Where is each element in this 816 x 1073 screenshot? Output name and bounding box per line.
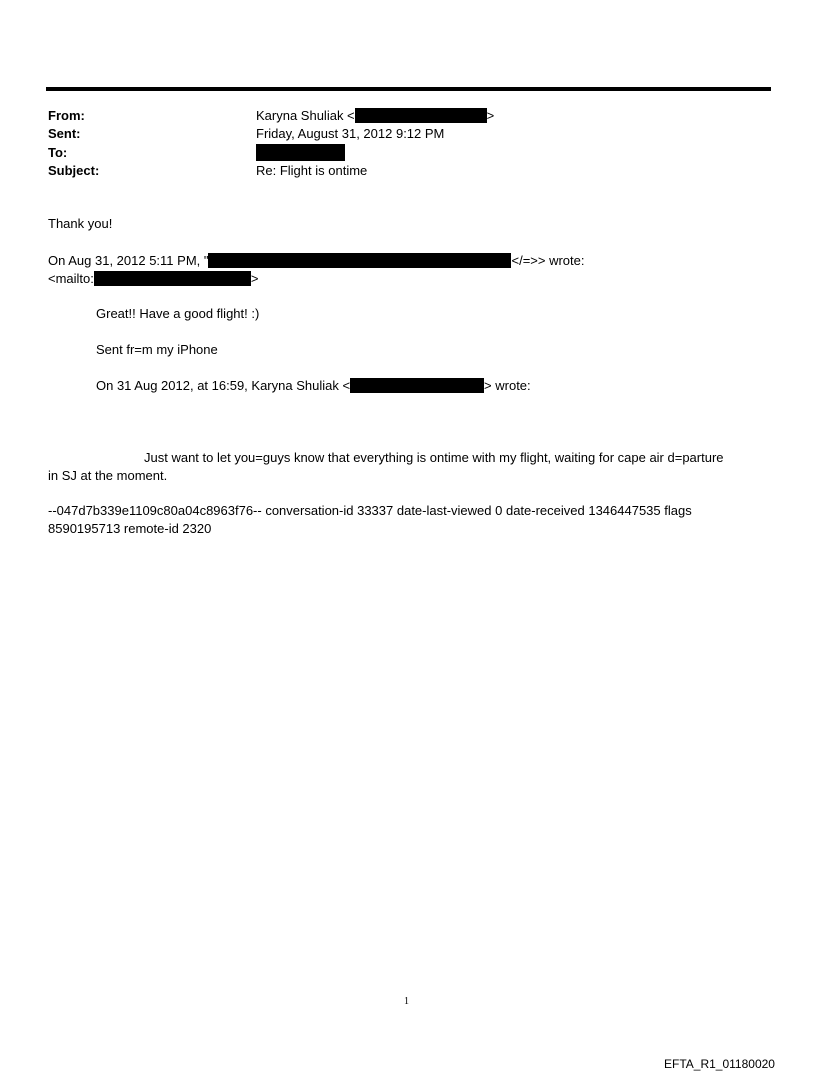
quote-intro-end: </=>> wrote: bbox=[511, 253, 585, 268]
from-close: > bbox=[486, 108, 495, 123]
sent-value: Friday, August 31, 2012 9:12 PM bbox=[256, 126, 445, 141]
sent-label: Sent: bbox=[48, 126, 81, 141]
reply-quote-end: > wrote: bbox=[484, 378, 531, 393]
message-line-2: in SJ at the moment. bbox=[48, 468, 168, 483]
message-line-1: Just want to let you=guys know that everything is ontime with my flight, waiting for cape air d=parture bbox=[144, 450, 724, 465]
metadata-line-2: 8590195713 remote-id 2320 bbox=[48, 521, 212, 536]
redaction-block bbox=[355, 108, 487, 123]
reply-great-line: Great!! Have a good flight! :) bbox=[96, 306, 260, 321]
header-rule bbox=[46, 87, 771, 91]
to-label: To: bbox=[48, 145, 68, 160]
mailto-line bbox=[48, 271, 258, 287]
reply-sent-from-line: Sent fr=m my iPhone bbox=[96, 342, 218, 357]
quote-intro-line bbox=[48, 253, 584, 269]
message-paragraph bbox=[48, 449, 768, 485]
mailto-start: <mailto: bbox=[48, 271, 94, 286]
from-value bbox=[256, 108, 494, 124]
page-number: 1 bbox=[404, 996, 409, 1007]
metadata-line-1: --047d7b339e1109c80a04c8963f76-- conversation-id 33337 date-last-viewed 0 date-received 1346447535 flags bbox=[48, 503, 692, 518]
redaction-block bbox=[350, 378, 484, 393]
quote-intro-start: On Aug 31, 2012 5:11 PM, " bbox=[48, 253, 209, 268]
subject-value: Re: Flight is ontime bbox=[256, 163, 368, 178]
metadata-paragraph bbox=[48, 502, 768, 538]
redaction-block bbox=[94, 271, 251, 286]
from-label: From: bbox=[48, 108, 85, 123]
thank-you-line: Thank you! bbox=[48, 216, 113, 231]
mailto-end: > bbox=[250, 271, 259, 286]
reply-quote-line bbox=[96, 378, 531, 394]
from-name: Karyna Shuliak < bbox=[256, 108, 355, 123]
subject-label: Subject: bbox=[48, 163, 100, 178]
to-redaction-block bbox=[256, 144, 345, 161]
reply-quote-start: On 31 Aug 2012, at 16:59, Karyna Shuliak < bbox=[96, 378, 351, 393]
bates-number: EFTA_R1_01180020 bbox=[664, 1057, 775, 1071]
redaction-block bbox=[208, 253, 511, 268]
